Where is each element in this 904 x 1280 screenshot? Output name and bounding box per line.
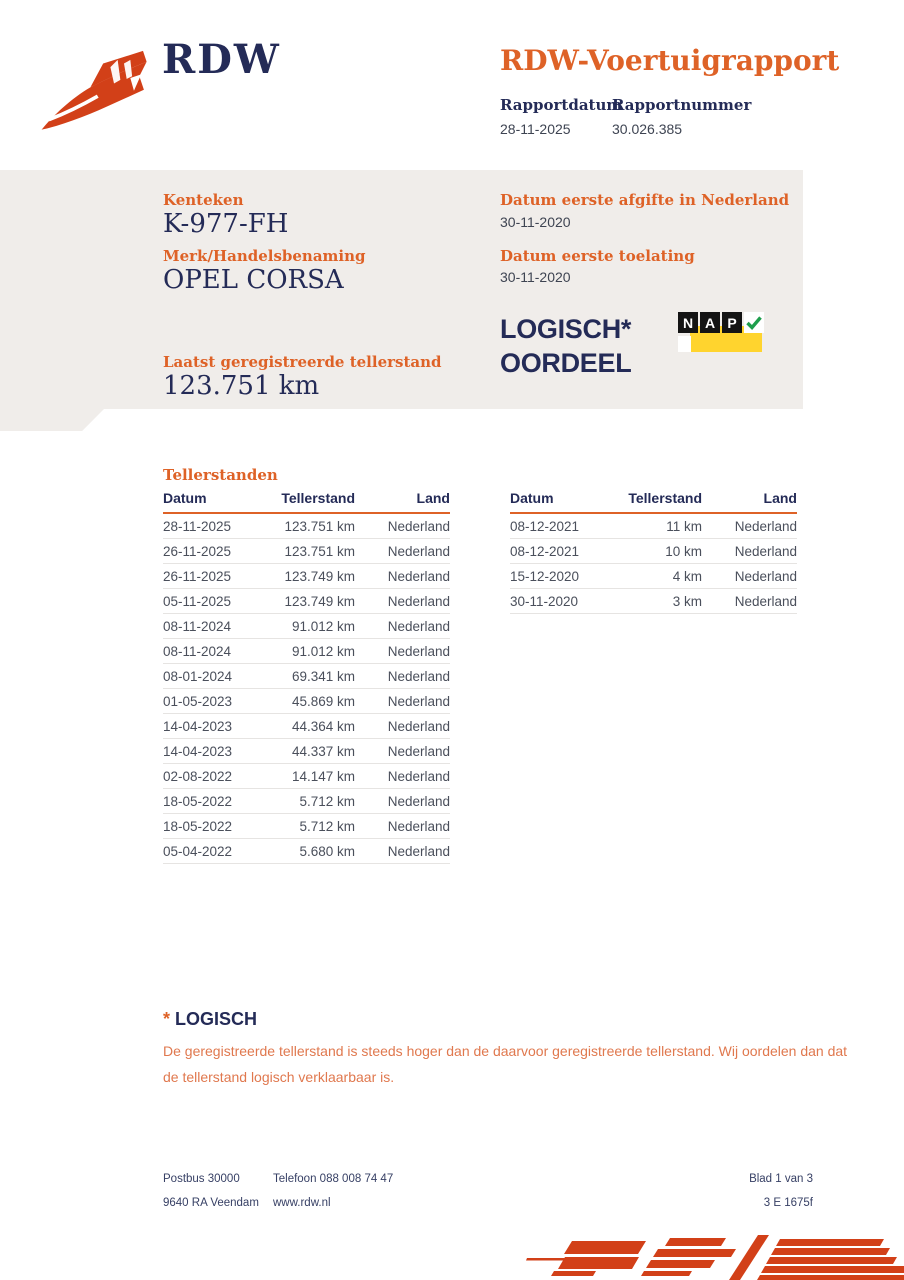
table-cell: Nederland xyxy=(355,564,450,589)
table-cell: Nederland xyxy=(355,839,450,864)
footer-postbus: Postbus 30000 xyxy=(163,1173,240,1185)
table-cell: Nederland xyxy=(355,764,450,789)
footer-contact xyxy=(273,1167,393,1215)
verdict-asterisk: * xyxy=(163,1009,171,1029)
table-row xyxy=(510,564,797,589)
footer-page-info xyxy=(749,1167,813,1215)
oordeel-line1: LOGISCH* xyxy=(500,314,632,344)
table-cell: 05-11-2025 xyxy=(163,589,258,614)
report-date-value: 28-11-2025 xyxy=(500,121,571,137)
table-cell: 123.751 km xyxy=(258,539,355,564)
table-cell: 45.869 km xyxy=(258,689,355,714)
oordeel-line2: OORDEEL xyxy=(500,348,632,378)
tellerstand-label: Laatst geregistreerde tellerstand xyxy=(163,353,442,371)
report-number-label: Rapportnummer xyxy=(612,96,752,114)
tellerstand-value: 123.751 km xyxy=(163,371,320,401)
vehicle-summary-panel xyxy=(0,170,803,409)
table-cell: Nederland xyxy=(702,513,797,539)
table-cell: 44.364 km xyxy=(258,714,355,739)
nap-logo xyxy=(678,312,766,356)
table-row xyxy=(163,764,450,789)
table-cell: 123.749 km xyxy=(258,589,355,614)
footer-page-number: Blad 1 van 3 xyxy=(749,1173,813,1185)
table-row xyxy=(163,564,450,589)
table-cell: Nederland xyxy=(355,513,450,539)
footer-website[interactable]: www.rdw.nl xyxy=(273,1197,331,1209)
nap-letter-p: P xyxy=(722,312,742,333)
table-cell: Nederland xyxy=(355,664,450,689)
nap-white-square xyxy=(678,336,691,352)
footer-address xyxy=(163,1167,259,1215)
table-row xyxy=(163,664,450,689)
column-header-datum: Datum xyxy=(163,488,258,513)
table-cell: 14.147 km xyxy=(258,764,355,789)
table-cell: Nederland xyxy=(702,564,797,589)
report-number-value: 30.026.385 xyxy=(612,121,683,137)
table-cell: 10 km xyxy=(605,539,702,564)
column-header-datum: Datum xyxy=(510,488,605,513)
table-row xyxy=(510,539,797,564)
table-row xyxy=(163,614,450,639)
table-row xyxy=(163,639,450,664)
table-cell: 18-05-2022 xyxy=(163,814,258,839)
rdw-brand-text: RDW xyxy=(162,36,281,83)
oordeel-text xyxy=(500,312,631,380)
column-header-tellerstand: Tellerstand xyxy=(605,488,702,513)
table-cell: 08-12-2021 xyxy=(510,513,605,539)
table-cell: 02-08-2022 xyxy=(163,764,258,789)
toelating-value: 30-11-2020 xyxy=(500,269,571,285)
report-date-label: Rapportdatum xyxy=(500,96,623,114)
footer-phone: Telefoon 088 008 74 47 xyxy=(273,1173,394,1185)
table-cell: Nederland xyxy=(355,639,450,664)
table-row xyxy=(163,539,450,564)
report-date-block xyxy=(500,96,623,137)
toelating-label: Datum eerste toelating xyxy=(500,247,695,265)
table-cell: 91.012 km xyxy=(258,614,355,639)
table-cell: 26-11-2025 xyxy=(163,564,258,589)
table-row xyxy=(163,513,450,539)
table-cell: 5.680 km xyxy=(258,839,355,864)
column-header-land: Land xyxy=(355,488,450,513)
afgifte-label: Datum eerste afgifte in Nederland xyxy=(500,191,790,209)
table-cell: 18-05-2022 xyxy=(163,789,258,814)
verdict-heading-text: LOGISCH xyxy=(175,1009,258,1029)
rdw-logo-icon xyxy=(36,40,154,136)
merk-label: Merk/Handelsbenaming xyxy=(163,247,366,265)
table-cell: Nederland xyxy=(355,789,450,814)
table-cell: 28-11-2025 xyxy=(163,513,258,539)
table-row xyxy=(163,689,450,714)
tellerstanden-table-left xyxy=(163,488,450,864)
table-cell: Nederland xyxy=(355,614,450,639)
table-row xyxy=(163,839,450,864)
table-cell: 44.337 km xyxy=(258,739,355,764)
tellerstanden-table-right xyxy=(510,488,797,614)
nap-checkmark-icon xyxy=(744,312,764,333)
report-number-block xyxy=(612,96,751,137)
table-row xyxy=(163,714,450,739)
table-header-row xyxy=(163,488,450,513)
report-meta xyxy=(500,96,751,137)
verdict-heading xyxy=(163,1009,257,1030)
table-cell: 123.751 km xyxy=(258,513,355,539)
table-cell: 123.749 km xyxy=(258,564,355,589)
merk-value: OPEL CORSA xyxy=(163,265,344,295)
nap-letter-squares xyxy=(678,312,764,333)
table-cell: 91.012 km xyxy=(258,639,355,664)
table-row xyxy=(163,789,450,814)
document-title: RDW-Voertuigrapport xyxy=(500,44,840,77)
table-cell: 08-11-2024 xyxy=(163,639,258,664)
table-cell: 14-04-2023 xyxy=(163,714,258,739)
table-cell: Nederland xyxy=(355,689,450,714)
table-row xyxy=(510,513,797,539)
table-cell: 5.712 km xyxy=(258,789,355,814)
tellerstanden-section-title: Tellerstanden xyxy=(163,466,278,484)
table-cell: Nederland xyxy=(702,539,797,564)
table-row xyxy=(163,589,450,614)
kenteken-value: K-977-FH xyxy=(163,209,289,239)
table-header-row xyxy=(510,488,797,513)
table-cell: Nederland xyxy=(702,589,797,614)
table-cell: 15-12-2020 xyxy=(510,564,605,589)
table-cell: 5.712 km xyxy=(258,814,355,839)
column-header-tellerstand: Tellerstand xyxy=(258,488,355,513)
table-cell: 08-01-2024 xyxy=(163,664,258,689)
table-row xyxy=(510,589,797,614)
table-cell: 08-12-2021 xyxy=(510,539,605,564)
table-cell: 4 km xyxy=(605,564,702,589)
footer-doc-code: 3 E 1675f xyxy=(763,1197,813,1209)
table-cell: 05-04-2022 xyxy=(163,839,258,864)
speed-lines-graphic xyxy=(512,1233,904,1280)
table-cell: 11 km xyxy=(605,513,702,539)
table-cell: 3 km xyxy=(605,589,702,614)
table-cell: 08-11-2024 xyxy=(163,614,258,639)
footer-city: 9640 RA Veendam xyxy=(163,1197,259,1209)
table-cell: 26-11-2025 xyxy=(163,539,258,564)
afgifte-value: 30-11-2020 xyxy=(500,214,571,230)
table-cell: 01-05-2023 xyxy=(163,689,258,714)
table-cell: Nederland xyxy=(355,714,450,739)
nap-letter-a: A xyxy=(700,312,720,333)
table-cell: Nederland xyxy=(355,589,450,614)
table-cell: 14-04-2023 xyxy=(163,739,258,764)
column-header-land: Land xyxy=(702,488,797,513)
table-cell: 69.341 km xyxy=(258,664,355,689)
table-cell: Nederland xyxy=(355,814,450,839)
table-cell: 30-11-2020 xyxy=(510,589,605,614)
table-cell: Nederland xyxy=(355,539,450,564)
kenteken-label: Kenteken xyxy=(163,191,244,209)
table-row xyxy=(163,814,450,839)
verdict-explanation: De geregistreerde tellerstand is steeds hoger dan de daarvoor geregistreerde tellerstand. Wij oordelen dan dat de tellerstand logisch verklaarbaar is. xyxy=(163,1043,848,1085)
table-row xyxy=(163,739,450,764)
nap-letter-n: N xyxy=(678,312,698,333)
table-cell: Nederland xyxy=(355,739,450,764)
